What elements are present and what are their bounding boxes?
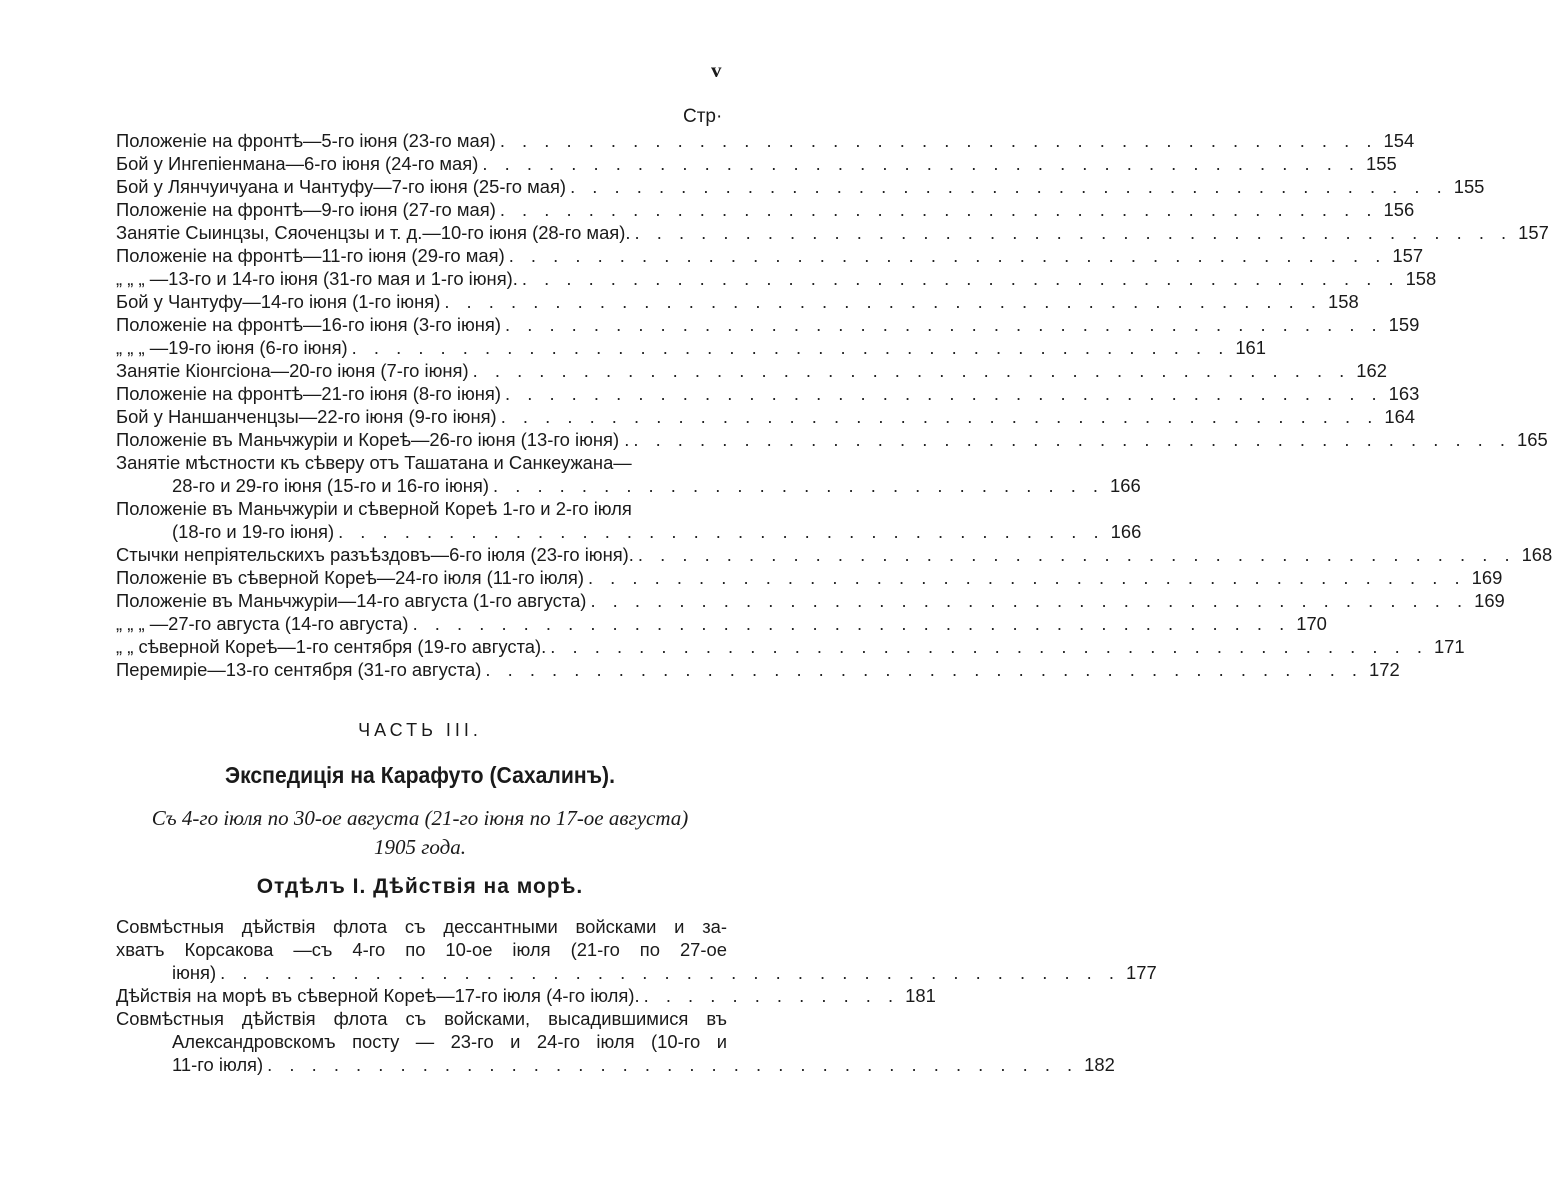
toc-leader-dots: . . . . . . . . . . . . . . . . . . . . . . . . . . . . . . . . . . . . . . . . [472, 360, 1351, 381]
toc-entry-title: Дѣйствія на морѣ въ сѣверной Кореѣ—17-го іюля (4-го іюля). [116, 985, 640, 1006]
toc-entry-title: „ „ „ —13-го и 14-го іюня (31-го мая и 1-го іюня). [116, 268, 518, 289]
toc-leader-dots: . . . . . . . . . . . . . . . . . . . . . . . . . . . . . . . . . . . . . . . . [570, 176, 1448, 197]
toc-entry-line: Положеніе въ Маньчжуріи и сѣверной Кореѣ 1-го и 2-го іюля [116, 498, 632, 519]
page-column-header: Стр· [683, 106, 723, 127]
toc-entry [116, 405, 1416, 428]
toc-leader-dots: . . . . . . . . . . . . . . . . . . . . . . . . . . . . . . . . . . . . . . . . [550, 636, 1428, 657]
toc-entry-line [116, 520, 1142, 543]
toc-entry-multiline [116, 451, 1141, 497]
toc-entry-page: 165 [1517, 429, 1548, 450]
toc-entry-page: 170 [1296, 613, 1327, 634]
toc-entry-page: 156 [1383, 199, 1415, 220]
toc-leader-dots: . . . . . . . . . . . . . . . . . . . . . . . . . . . . . . . . . . . . . . . . [485, 659, 1364, 680]
toc-entry-page: 171 [1433, 636, 1465, 657]
toc-entry-page: 182 [1084, 1054, 1115, 1075]
toc-entry [116, 244, 1424, 267]
toc-entry-page: 161 [1235, 337, 1266, 358]
toc-entry-line: Совмѣстныя дѣйствія флота съ дессантными войсками и за- [116, 916, 727, 937]
toc-leader-dots: . . . . . . . . . . . . . . . . . . . . . . . . . . . . . . . . . . . . . . . . [505, 383, 1383, 404]
toc-entry [116, 336, 1266, 359]
toc-entry-page: 158 [1405, 268, 1437, 289]
toc-entry [116, 221, 1549, 244]
toc-leader-dots: . . . . . . . . . . . . . . . . . . . . . . . . . . . . . . . . . . . . . . . . [590, 590, 1469, 611]
part-dates [0, 804, 840, 862]
toc-entry-page: 159 [1388, 314, 1420, 335]
toc-leader-dots: . . . . . . . . . . . . . . . . . . . . . . . . . . . . . . . . . . . . . [267, 1054, 1079, 1075]
toc-entry [116, 129, 1415, 152]
toc-entry-title: „ „ „ —19-го іюня (6-го іюня) [116, 337, 348, 358]
toc-leader-dots: . . . . . . . . . . . . . . . . . . . . . . . . . . . . . . . . . . . . . . . . [637, 544, 1516, 565]
toc-entry-title: Положеніе на фронтѣ—5-го іюня (23-го мая) [116, 130, 496, 151]
toc-entry [116, 175, 1485, 198]
toc-entry-title: „ „ „ —27-го августа (14-го августа) [116, 613, 409, 634]
toc-entry-line [116, 961, 1157, 984]
toc-entry-page: 168 [1521, 544, 1552, 565]
toc-entry-page: 158 [1327, 291, 1359, 312]
toc-entry-title: Положеніе на фронтѣ—11-го іюня (29-го мая) [116, 245, 505, 266]
toc-entry-title: 28-го и 29-го іюня (15-го и 16-го іюня) [172, 475, 489, 496]
toc-leader-dots: . . . . . . . . . . . . . . . . . . . . . . . . . . . . . . . . . . . . . . . . [482, 153, 1361, 174]
toc-leader-dots: . . . . . . . . . . . . . . . . . . . . . . . . . . . . [493, 475, 1105, 496]
toc-entry [116, 543, 1552, 566]
toc-leader-dots: . . . . . . . . . . . . . . . . . . . . . . . . . . . . . . . . . . . . . . . . [499, 199, 1378, 220]
dates-line: Съ 4-го іюля по 30-ое августа (21-го іюня по 17-ое августа) [151, 806, 689, 830]
toc-entry-line [116, 474, 1141, 497]
toc-entry-page: 157 [1392, 245, 1424, 266]
toc-entry-page: 163 [1388, 383, 1420, 404]
toc-entry [116, 313, 1420, 336]
toc-leader-dots: . . . . . . . . . . . . . . . . . . . . . . . . . . . . . . . . . . . . . . . . [412, 613, 1291, 634]
toc-entry-title: Бой у Ингепіенмана—6-го іюня (24-го мая) [116, 153, 479, 174]
toc-entry-title: Занятіе Кіонгсіона—20-го іюня (7-го іюня) [116, 360, 469, 381]
toc-entry-line: Александровскомъ посту — 23-го и 24-го іюля (10-го и [172, 1031, 727, 1052]
toc-entry [116, 359, 1387, 382]
table-of-contents [116, 129, 1552, 681]
section-contents [116, 915, 1157, 1076]
toc-entry [116, 566, 1503, 589]
toc-entry [116, 589, 1505, 612]
toc-entry-title: 11-го іюля) [172, 1054, 264, 1075]
toc-entry [116, 984, 936, 1007]
toc-entry-title: (18-го и 19-го іюня) [172, 521, 335, 542]
toc-leader-dots: . . . . . . . . . . . . . . . . . . . . . . . . . . . . . . . . . . . . . . . . [521, 268, 1400, 289]
toc-entry-title: Положеніе на фронтѣ—9-го іюня (27-го мая) [116, 199, 496, 220]
toc-leader-dots: . . . . . . . . . . . . . . . . . . . . . . . . . . . . . . . . . . . . . . . . . [220, 962, 1120, 983]
toc-entry-title: Перемиріе—13-го сентября (31-го августа) [116, 659, 482, 680]
toc-leader-dots: . . . . . . . . . . . . . . . . . . . . . . . . . . . . . . . . . . . . . . . . [633, 429, 1512, 450]
toc-leader-dots: . . . . . . . . . . . . . . . . . . . . . . . . . . . . . . . . . . . . . . . . [508, 245, 1387, 266]
toc-entry-title: іюня) [172, 962, 217, 983]
toc-entry-title: Бой у Чантуфу—14-го іюня (1-го іюня) [116, 291, 441, 312]
toc-leader-dots: . . . . . . . . . . . . . . . . . . . . . . . . . . . . . . . . . . . . . . . . [505, 314, 1383, 335]
toc-leader-dots: . . . . . . . . . . . . . . . . . . . . . . . . . . . . . . . . . . . . . . . . [351, 337, 1230, 358]
toc-entry [116, 658, 1400, 681]
toc-entry-line: Занятіе мѣстности къ сѣверу отъ Ташатана и Санкеужана— [116, 452, 632, 473]
toc-entry-page: 169 [1471, 567, 1503, 588]
toc-entry-multiline [116, 915, 1157, 984]
toc-entry-line: Совмѣстныя дѣйствія флота съ войсками, высадившимися въ [116, 1008, 727, 1029]
toc-entry-title: Бой у Наншанченцзы—22-го іюня (9-го іюня) [116, 406, 497, 427]
part-label: ЧАСТЬ III. [358, 720, 482, 740]
toc-entry [116, 428, 1548, 451]
toc-entry-page: 181 [905, 985, 936, 1006]
toc-leader-dots: . . . . . . . . . . . . . . . . . . . . . . . . . . . . . . . . . . . . . . . . [444, 291, 1322, 312]
part-title: Экспедиція на Карафуто (Сахалинъ). [225, 762, 615, 788]
toc-entry-page: 177 [1126, 962, 1157, 983]
toc-entry [116, 267, 1437, 290]
toc-leader-dots: . . . . . . . . . . . . [643, 985, 900, 1006]
toc-entry-title: Стычки непріятельскихъ разъѣздовъ—6-го іюля (23-го іюня). [116, 544, 634, 565]
toc-entry [116, 290, 1359, 313]
toc-leader-dots: . . . . . . . . . . . . . . . . . . . . . . . . . . . . . . . . . . . . . . . . [499, 130, 1378, 151]
toc-leader-dots: . . . . . . . . . . . . . . . . . . . . . . . . . . . . . . . . . . . . . . . . [500, 406, 1379, 427]
toc-entry-title: Положеніе на фронтѣ—21-го іюня (8-го іюня) [116, 383, 501, 404]
toc-entry [116, 612, 1327, 635]
toc-leader-dots: . . . . . . . . . . . . . . . . . . . . . . . . . . . . . . . . . . . . . . . . [634, 222, 1513, 243]
toc-entry [116, 152, 1397, 175]
toc-entry-page: 172 [1369, 659, 1400, 680]
dates-line: 1905 года. [373, 835, 467, 859]
toc-entry-page: 154 [1383, 130, 1415, 151]
page-number: v [711, 58, 722, 82]
toc-entry-title: „ „ сѣверной Кореѣ—1-го сентября (19-го августа). [116, 636, 547, 657]
toc-entry-multiline [116, 1007, 1115, 1076]
toc-entry-line: хватъ Корсакова —съ 4-го по 10-ое іюля (21-го по 27-ое [116, 939, 727, 960]
toc-entry [116, 198, 1415, 221]
toc-entry-title: Бой у Лянчуичуана и Чантуфу—7-го іюня (25-го мая) [116, 176, 567, 197]
toc-entry-multiline [116, 497, 1142, 543]
toc-leader-dots: . . . . . . . . . . . . . . . . . . . . . . . . . . . . . . . . . . . . . . . . [587, 567, 1466, 588]
toc-entry-title: Положеніе на фронтѣ—16-го іюня (3-го іюня) [116, 314, 501, 335]
section-title: Отдѣлъ I. Дѣйствія на морѣ. [256, 875, 584, 898]
toc-entry-page: 169 [1474, 590, 1505, 611]
toc-entry-title: Положеніе въ сѣверной Кореѣ—24-го іюля (11-го іюля) [116, 567, 584, 588]
toc-entry-page: 164 [1384, 406, 1416, 427]
toc-entry-page: 155 [1453, 176, 1485, 197]
toc-entry-title: Положеніе въ Маньчжуріи—14-го августа (1-го августа) [116, 590, 587, 611]
toc-entry-page: 166 [1110, 521, 1142, 542]
toc-entry-line [116, 1053, 1115, 1076]
toc-entry-title: Занятіе Сыинцзы, Сяоченцзы и т. д.—10-го іюня (28-го мая). [116, 222, 631, 243]
toc-entry-page: 157 [1518, 222, 1549, 243]
toc-entry-title: Положеніе въ Маньчжуріи и Кореѣ—26-го іюня (13-го іюня) . [116, 429, 630, 450]
toc-entry [116, 635, 1465, 658]
toc-entry-page: 166 [1110, 475, 1141, 496]
toc-entry [116, 382, 1420, 405]
toc-leader-dots: . . . . . . . . . . . . . . . . . . . . . . . . . . . . . . . . . . . [338, 521, 1105, 542]
toc-entry-page: 155 [1366, 153, 1397, 174]
toc-entry-page: 162 [1356, 360, 1387, 381]
